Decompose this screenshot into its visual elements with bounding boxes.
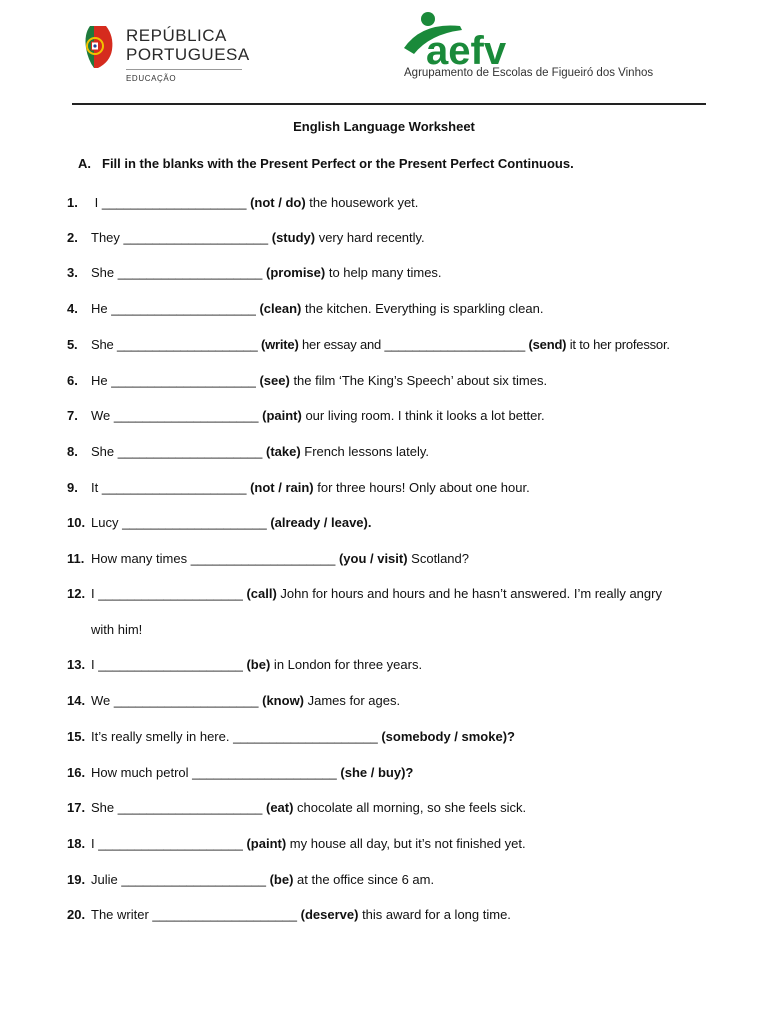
instruction-text: Fill in the blanks with the Present Perfect or the Present Perfect Continuous. xyxy=(102,156,574,171)
question-15 xyxy=(67,729,515,744)
question-pre: The writer xyxy=(91,907,153,922)
question-7 xyxy=(67,408,545,423)
question-post: French lessons lately. xyxy=(300,444,430,459)
question-number: 5. xyxy=(67,337,78,352)
question-number: 14. xyxy=(67,693,86,708)
question-6 xyxy=(67,373,547,388)
republica-line1: REPÚBLICA xyxy=(126,26,227,45)
question-number: 2. xyxy=(67,230,78,245)
verb-hint: (be) xyxy=(246,657,271,672)
question-pre: They xyxy=(91,230,124,245)
question-number: 1. xyxy=(67,195,78,210)
question-18 xyxy=(67,836,526,851)
question-pre: It’s really smelly in here. xyxy=(91,729,234,744)
answer-blank[interactable]: ____________________ xyxy=(98,586,243,601)
verb-hint: (eat) xyxy=(265,800,294,815)
section-letter: A. xyxy=(78,156,91,171)
question-pre: We xyxy=(91,693,114,708)
answer-blank[interactable]: ____________________ xyxy=(113,408,259,423)
question-pre: She xyxy=(91,444,118,459)
question-post: the film ‘The King’s Speech’ about six times. xyxy=(289,373,548,388)
question-20 xyxy=(67,907,511,922)
question-number: 6. xyxy=(67,373,78,388)
question-pre: It xyxy=(91,480,102,495)
question-number: 15. xyxy=(67,729,86,744)
section-instruction xyxy=(78,156,574,171)
question-12-continuation: with him! xyxy=(91,622,143,637)
answer-blank[interactable]: ____________________ xyxy=(190,551,336,566)
page-header xyxy=(0,0,768,100)
question-11 xyxy=(67,551,469,566)
question-post: James for ages. xyxy=(304,693,401,708)
question-9 xyxy=(67,480,530,495)
answer-blank[interactable]: ____________________ xyxy=(98,836,243,851)
question-number: 9. xyxy=(67,480,78,495)
answer-blank[interactable]: ____________________ xyxy=(233,729,378,744)
question-post: at the office since 6 am. xyxy=(293,872,435,887)
question-number: 13. xyxy=(67,657,86,672)
aefv-logo xyxy=(402,10,542,66)
question-1 xyxy=(67,195,418,210)
question-pre: Lucy xyxy=(91,515,123,530)
question-pre: He xyxy=(91,301,112,316)
question-number: 10. xyxy=(67,515,86,530)
answer-blank[interactable]: ____________________ xyxy=(111,373,256,388)
question-pre: He xyxy=(91,373,112,388)
question-12 xyxy=(67,586,662,601)
header-divider xyxy=(72,103,706,105)
answer-blank[interactable]: ____________________ xyxy=(122,515,267,530)
question-pre: Julie xyxy=(91,872,122,887)
question-number: 17. xyxy=(67,800,86,815)
verb-hint: (somebody / smoke)? xyxy=(381,729,515,744)
question-number: 8. xyxy=(67,444,78,459)
question-post: John for hours and hours and he hasn’t answered. I’m really angry xyxy=(276,586,662,601)
republica-subtitle: EDUCAÇÃO xyxy=(126,74,177,83)
question-post: Scotland? xyxy=(407,551,469,566)
republica-rule xyxy=(126,69,242,70)
answer-blank[interactable]: ____________________ xyxy=(111,301,256,316)
question-post: our living room. I think it looks a lot better. xyxy=(301,408,545,423)
question-16 xyxy=(67,765,413,780)
answer-blank[interactable]: ____________________ xyxy=(116,337,258,352)
question-post: chocolate all morning, so she feels sick. xyxy=(293,800,527,815)
question-post: very hard recently. xyxy=(315,230,425,245)
answer-blank[interactable]: ____________________ xyxy=(98,657,243,672)
verb-hint: (write) xyxy=(260,337,299,352)
verb-hint: (study) xyxy=(271,230,316,245)
question-number: 3. xyxy=(67,265,78,280)
republica-portuguesa-logo xyxy=(80,24,120,70)
question-pre: She xyxy=(91,800,118,815)
answer-blank[interactable]: ____________________ xyxy=(117,265,263,280)
answer-blank[interactable]: ____________________ xyxy=(117,800,263,815)
question-pre: I xyxy=(91,836,99,851)
question-number: 16. xyxy=(67,765,86,780)
verb-hint: (you / visit) xyxy=(338,551,408,566)
question-pre: How many times xyxy=(91,551,191,566)
verb-hint: (promise) xyxy=(265,265,326,280)
verb-hint: (deserve) xyxy=(300,907,359,922)
question-pre: I xyxy=(91,586,99,601)
answer-blank[interactable]: ____________________ xyxy=(117,444,263,459)
question-number: 7. xyxy=(67,408,78,423)
question-8 xyxy=(67,444,429,459)
question-number: 18. xyxy=(67,836,86,851)
question-post: for three hours! Only about one hour. xyxy=(313,480,530,495)
verb-hint-2: (send) xyxy=(528,337,567,352)
verb-hint: (see) xyxy=(259,373,290,388)
question-pre: I xyxy=(91,195,102,210)
question-post: in London for three years. xyxy=(270,657,423,672)
verb-hint: (not / rain) xyxy=(250,480,314,495)
republica-line2: PORTUGUESA xyxy=(126,45,250,64)
question-14 xyxy=(67,693,400,708)
question-number: 19. xyxy=(67,872,86,887)
answer-blank[interactable]: ____________________ xyxy=(113,693,259,708)
question-number: 11. xyxy=(67,551,85,566)
question-post: it to her professor. xyxy=(566,337,670,352)
question-pre: We xyxy=(91,408,114,423)
answer-blank[interactable]: ____________________ xyxy=(101,195,247,210)
worksheet-title: English Language Worksheet xyxy=(293,119,475,134)
verb-hint: (already / leave). xyxy=(270,515,372,530)
question-post: to help many times. xyxy=(325,265,442,280)
verb-hint: (paint) xyxy=(246,836,287,851)
question-17 xyxy=(67,800,526,815)
answer-blank-2[interactable]: ____________________ xyxy=(384,337,526,352)
question-number: 12. xyxy=(67,586,86,601)
verb-hint: (know) xyxy=(262,693,305,708)
question-pre: I xyxy=(91,657,99,672)
verb-hint: (take) xyxy=(265,444,301,459)
question-pre: She xyxy=(91,265,118,280)
answer-blank[interactable]: ____________________ xyxy=(101,480,247,495)
question-13 xyxy=(67,657,422,672)
verb-hint: (be) xyxy=(269,872,294,887)
answer-blank[interactable]: ____________________ xyxy=(152,907,298,922)
answer-blank[interactable]: ____________________ xyxy=(121,872,266,887)
verb-hint: (paint) xyxy=(262,408,302,423)
verb-hint: (not / do) xyxy=(250,195,306,210)
question-4 xyxy=(67,301,543,316)
question-mid: her essay and xyxy=(298,337,385,352)
aefv-logo-text: aefv xyxy=(426,29,507,66)
question-post: the kitchen. Everything is sparkling clean. xyxy=(301,301,544,316)
question-pre: She xyxy=(91,337,117,352)
question-5 xyxy=(67,337,670,352)
question-post: the housework yet. xyxy=(305,195,419,210)
question-3 xyxy=(67,265,442,280)
question-post: this award for a long time. xyxy=(358,907,511,922)
verb-hint: (call) xyxy=(246,586,277,601)
verb-hint: (clean) xyxy=(259,301,302,316)
school-name: Agrupamento de Escolas de Figueiró dos Vinhos xyxy=(404,67,654,79)
question-number: 4. xyxy=(67,301,78,316)
republica-portuguesa-text xyxy=(126,26,250,83)
question-2 xyxy=(67,230,425,245)
answer-blank[interactable]: ____________________ xyxy=(123,230,269,245)
question-10 xyxy=(67,515,371,530)
verb-hint: (she / buy)? xyxy=(340,765,414,780)
question-number: 20. xyxy=(67,907,86,922)
answer-blank[interactable]: ____________________ xyxy=(192,765,337,780)
question-post: my house all day, but it’s not finished yet. xyxy=(286,836,526,851)
question-pre: How much petrol xyxy=(91,765,193,780)
question-19 xyxy=(67,872,434,887)
